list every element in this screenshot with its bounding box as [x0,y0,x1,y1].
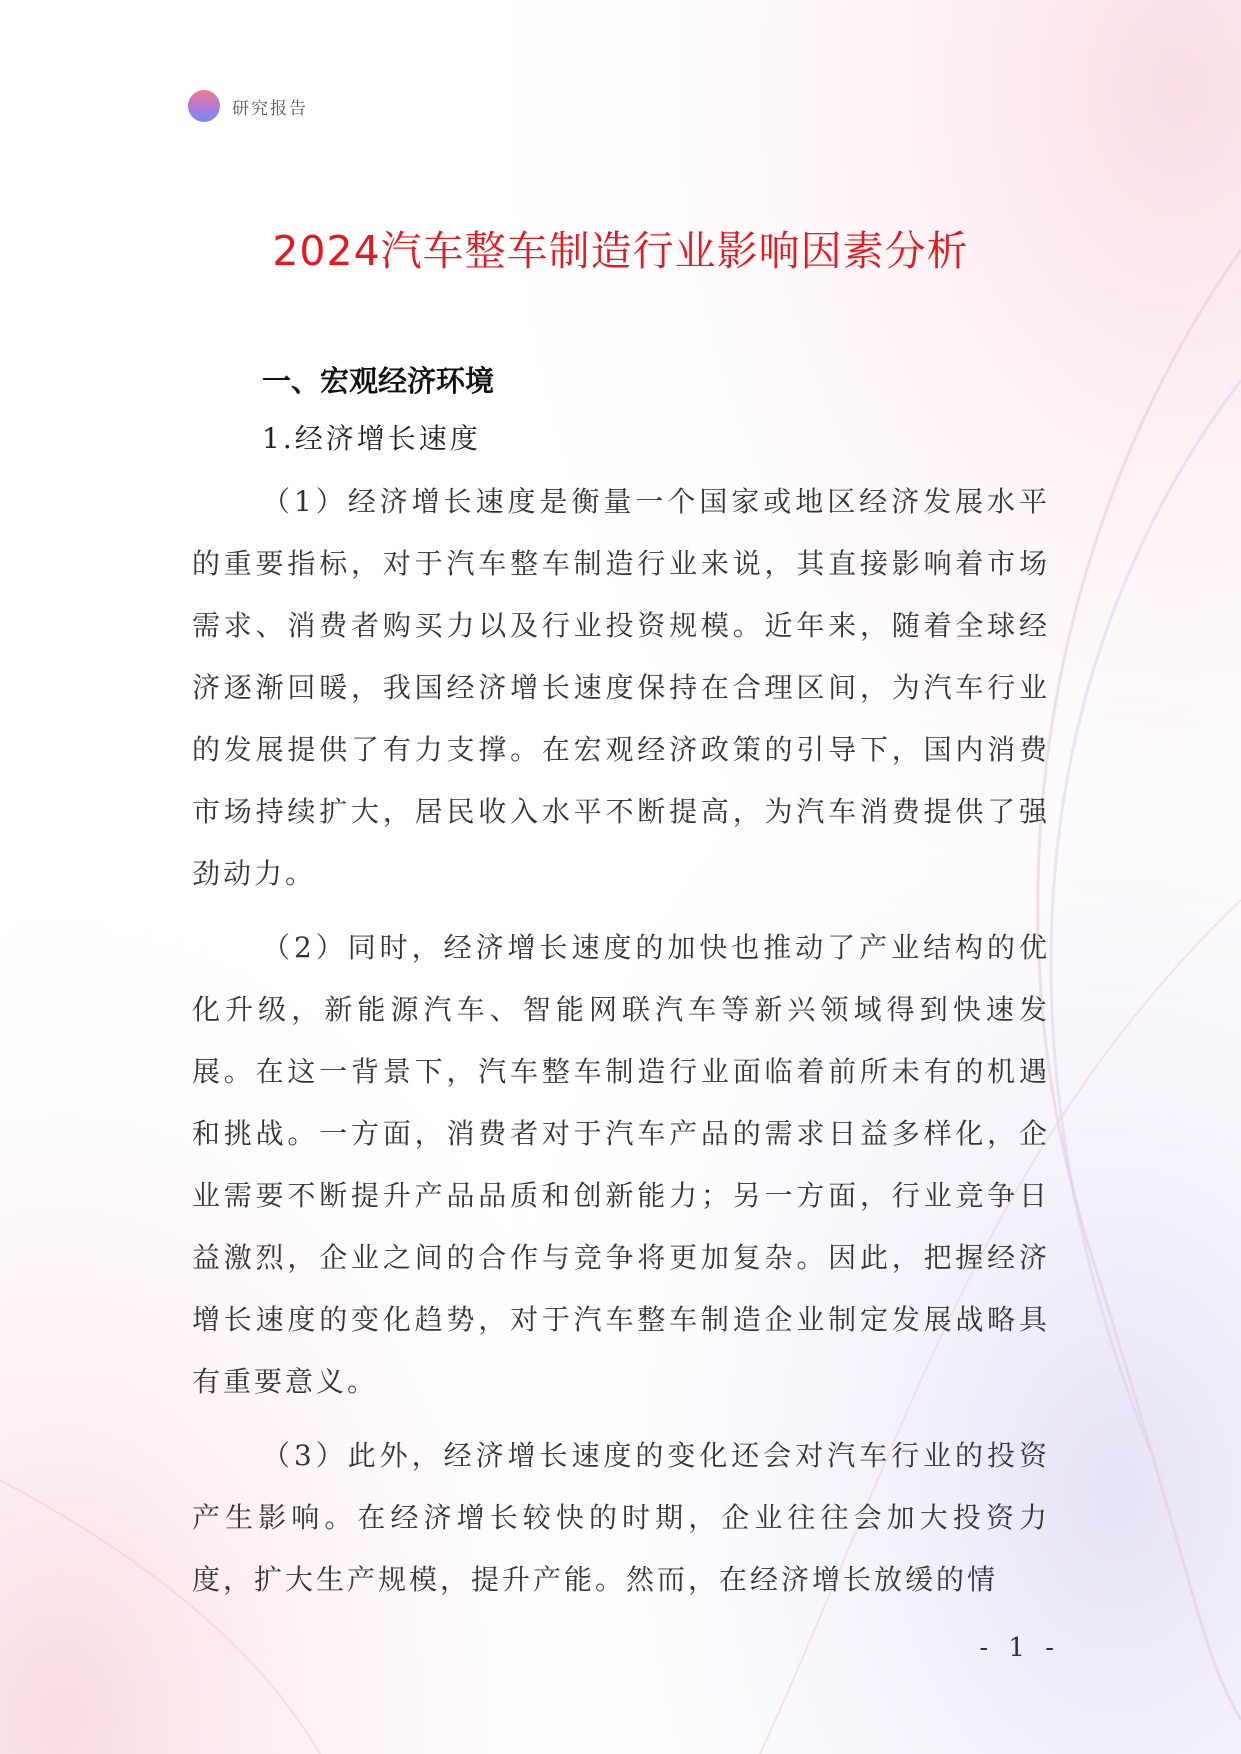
section-heading: 一、宏观经济环境 [262,364,495,398]
document-title: 2024汽车整车制造行业影响因素分析 [272,227,969,275]
subsection-heading: 1.经济增长速度 [262,422,481,455]
document-body [192,355,1050,1623]
paragraph-1: （1）经济增长速度是衡量一个国家或地区经济发展水平的重要指标，对于汽车整车制造行业来说，其直接影响着市场需求、消费者购买力以及行业投资规模。近年来，随着全球经济逐渐回暖，我国经济增长速度保持在合理区间，为汽车行业的发展提供了有力支撑。在宏观经济政策的引导下，国内消费市场持续扩大，居民收入水平不断提高，为汽车消费提供了强劲动力。 [192,485,1050,890]
brand-logo-icon [188,90,220,122]
page-number: - 1 - [979,1633,1060,1663]
paragraph-2: （2）同时，经济增长速度的加快也推动了产业结构的优化升级，新能源汽车、智能网联汽车等新兴领域得到快速发展。在这一背景下，汽车整车制造行业面临着前所未有的机遇和挑战。一方面，消费者对于汽车产品的需求日益多样化，企业需要不断提升产品品质和创新能力；另一方面，行业竞争日益激烈，企业之间的合作与竞争将更加复杂。因此，把握经济增长速度的变化趋势，对于汽车整车制造企业制定发展战略具有重要意义。 [192,931,1050,1398]
header-label: 研究报告 [232,98,308,119]
document-header [188,88,308,124]
paragraph-3: （3）此外，经济增长速度的变化还会对汽车行业的投资产生影响。在经济增长较快的时期，企业往往会加大投资力度，扩大生产规模，提升产能。然而，在经济增长放缓的情 [192,1439,1050,1596]
